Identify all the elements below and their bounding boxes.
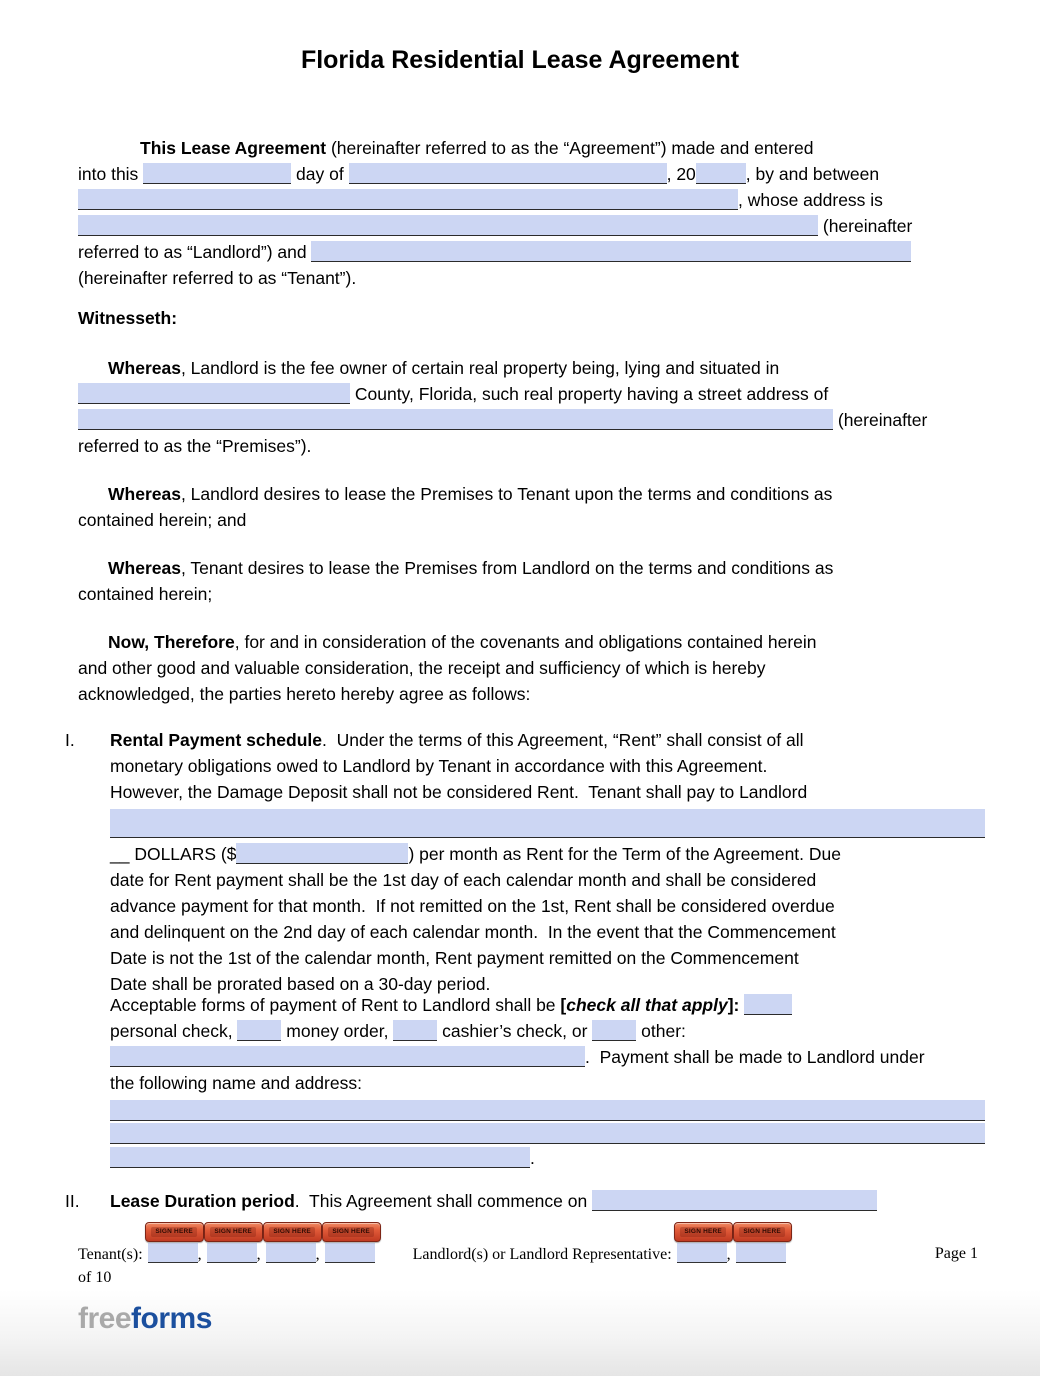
section-rental-payment xyxy=(63,727,985,997)
witnesseth-label: Witnesseth: xyxy=(78,308,178,328)
payment-text: . xyxy=(530,1148,535,1168)
sign-here-label: SIGN HERE xyxy=(269,1227,315,1238)
field-premises-address[interactable] xyxy=(78,409,833,430)
tenants-label: Tenant(s): xyxy=(78,1246,143,1263)
field-day[interactable] xyxy=(143,163,291,184)
section-text: Date shall be prorated based on a 30-day period. xyxy=(110,974,491,994)
sign-here-tab[interactable] xyxy=(145,1222,204,1242)
payment-text: the following name and address: xyxy=(110,1073,362,1093)
payment-text: money order, xyxy=(281,1021,394,1041)
separator: , xyxy=(197,1246,202,1263)
payment-text: personal check, xyxy=(110,1021,238,1041)
intro-text: (hereinafter xyxy=(818,216,913,236)
field-check-other[interactable] xyxy=(592,1020,636,1041)
payment-text: ]: xyxy=(727,995,745,1015)
section-numeral: I. xyxy=(65,730,75,750)
footer-band xyxy=(0,1290,1040,1376)
intro-text: , whose address is xyxy=(738,190,883,210)
intro-text: , 20 xyxy=(666,164,696,184)
field-rent-amount-words[interactable] xyxy=(110,809,985,838)
now-therefore-text: , for and in consideration of the covenants and obligations contained herein xyxy=(234,632,817,652)
field-county[interactable] xyxy=(78,383,350,404)
field-check-money-order[interactable] xyxy=(237,1020,281,1041)
payment-text: other: xyxy=(636,1021,686,1041)
field-rent-amount-numeric[interactable] xyxy=(236,843,408,864)
tenant-initials-2[interactable] xyxy=(207,1227,257,1263)
whereas-landlord-paragraph xyxy=(78,481,978,533)
field-commencement-date[interactable] xyxy=(592,1190,877,1211)
payment-text: [ xyxy=(560,995,567,1015)
intro-text: day of xyxy=(291,164,349,184)
whereas-text: , Tenant desires to lease the Premises from Landlord on the terms and conditions as xyxy=(180,558,834,578)
whereas-text: contained herein; and xyxy=(78,510,247,530)
field-other-description[interactable] xyxy=(110,1046,585,1067)
section-text: and delinquent on the 2nd day of each calendar month. In the event that the Commencement xyxy=(110,922,836,942)
intro-text: (hereinafter referred to as the “Agreement”) made and entered xyxy=(326,138,814,158)
intro-text: referred to as “Landlord”) and xyxy=(78,242,312,262)
field-landlord-name[interactable] xyxy=(78,189,738,210)
payment-text: . Payment shall be made to Landlord under xyxy=(585,1047,925,1067)
now-therefore-text: and other good and valuable consideration, the receipt and sufficiency of which is hereby xyxy=(78,658,766,678)
section-text: Date is not the 1st of the calendar month, Rent payment remitted on the Commencement xyxy=(110,948,799,968)
page-number: Page 1 xyxy=(934,1245,978,1262)
separator: , xyxy=(726,1246,731,1263)
now-therefore-paragraph xyxy=(78,629,978,707)
field-landlord-address[interactable] xyxy=(78,215,818,236)
payment-check-all-note: check all that apply xyxy=(566,995,728,1015)
field-payee-name-address-1[interactable] xyxy=(110,1100,985,1121)
section-text: ) per month as Rent for the Term of the Agreement. Due xyxy=(408,844,841,864)
sign-here-label: SIGN HERE xyxy=(680,1227,726,1238)
tenant-initials-1[interactable] xyxy=(148,1227,198,1263)
intro-text: , by and between xyxy=(745,164,880,184)
sign-here-label: SIGN HERE xyxy=(151,1227,197,1238)
field-tenant-name[interactable] xyxy=(311,241,911,262)
section-text: __ DOLLARS ($ xyxy=(110,844,237,864)
section-text: However, the Damage Deposit shall not be considered Rent. Tenant shall pay to Landlord xyxy=(110,782,808,802)
whereas-owner-paragraph xyxy=(78,355,978,459)
whereas-text: , Landlord is the fee owner of certain real property being, lying and situated in xyxy=(180,358,780,378)
payment-forms-paragraph xyxy=(110,993,985,1172)
separator: , xyxy=(256,1246,261,1263)
payment-text: cashier’s check, or xyxy=(437,1021,593,1041)
whereas-text: County, Florida, such real property having a street address of xyxy=(350,384,829,404)
sign-here-tab[interactable] xyxy=(674,1222,733,1242)
tenant-initials-4[interactable] xyxy=(325,1227,375,1263)
page-title: Florida Residential Lease Agreement xyxy=(300,46,740,74)
sign-here-tab[interactable] xyxy=(263,1222,322,1242)
whereas-text: (hereinafter xyxy=(833,410,928,430)
freeforms-logo xyxy=(78,1302,212,1336)
field-check-personal[interactable] xyxy=(744,994,792,1015)
logo-forms: forms xyxy=(131,1302,212,1335)
field-payee-name-address-2[interactable] xyxy=(110,1123,985,1144)
section-text: . This Agreement shall commence on xyxy=(294,1191,593,1211)
sign-here-label: SIGN HERE xyxy=(328,1227,374,1238)
sign-here-label: SIGN HERE xyxy=(210,1227,256,1238)
now-therefore-bold: Now, Therefore xyxy=(108,632,235,652)
field-check-cashiers[interactable] xyxy=(393,1020,437,1041)
whereas-bold: Whereas xyxy=(108,558,181,578)
field-payee-name-address-3[interactable] xyxy=(110,1147,530,1168)
field-month[interactable] xyxy=(349,163,667,184)
landlord-initials-2[interactable] xyxy=(736,1227,786,1263)
page-number-continued: of 10 xyxy=(78,1269,112,1286)
footer-signature-strip xyxy=(78,1227,978,1289)
sign-here-tab[interactable] xyxy=(322,1222,381,1242)
logo-free: free xyxy=(78,1302,132,1335)
sign-here-tab[interactable] xyxy=(204,1222,263,1242)
field-year[interactable] xyxy=(696,163,746,184)
intro-text: into this xyxy=(78,164,144,184)
landlord-initials-1[interactable] xyxy=(677,1227,727,1263)
intro-text: (hereinafter referred to as “Tenant”). xyxy=(78,268,357,288)
tenant-initials-3[interactable] xyxy=(266,1227,316,1263)
section-heading: Rental Payment schedule xyxy=(110,730,323,750)
sign-here-label: SIGN HERE xyxy=(739,1227,785,1238)
section-text: advance payment for that month. If not remitted on the 1st, Rent shall be considered overdue xyxy=(110,896,835,916)
separator: , xyxy=(315,1246,320,1263)
section-text: monetary obligations owed to Landlord by Tenant in accordance with this Agreement. xyxy=(110,756,768,776)
sign-here-tab[interactable] xyxy=(733,1222,792,1242)
whereas-text: contained herein; xyxy=(78,584,213,604)
whereas-bold: Whereas xyxy=(108,358,181,378)
witnesseth-heading xyxy=(78,305,177,331)
payment-text: Acceptable forms of payment of Rent to Landlord shall be xyxy=(110,995,561,1015)
whereas-text: referred to as the “Premises”). xyxy=(78,436,312,456)
whereas-text: , Landlord desires to lease the Premises to Tenant upon the terms and conditions as xyxy=(180,484,833,504)
section-text: date for Rent payment shall be the 1st day of each calendar month and shall be considered xyxy=(110,870,817,890)
now-therefore-text: acknowledged, the parties hereto hereby agree as follows: xyxy=(78,684,531,704)
section-text: . Under the terms of this Agreement, “Rent” shall consist of all xyxy=(322,730,804,750)
section-lease-duration xyxy=(63,1188,985,1214)
landlord-label: Landlord(s) or Landlord Representative: xyxy=(412,1246,672,1263)
intro-bold: This Lease Agreement xyxy=(140,138,327,158)
section-heading: Lease Duration period xyxy=(110,1191,295,1211)
whereas-tenant-paragraph xyxy=(78,555,978,607)
section-numeral: II. xyxy=(65,1191,80,1211)
whereas-bold: Whereas xyxy=(108,484,181,504)
intro-paragraph xyxy=(78,135,978,291)
